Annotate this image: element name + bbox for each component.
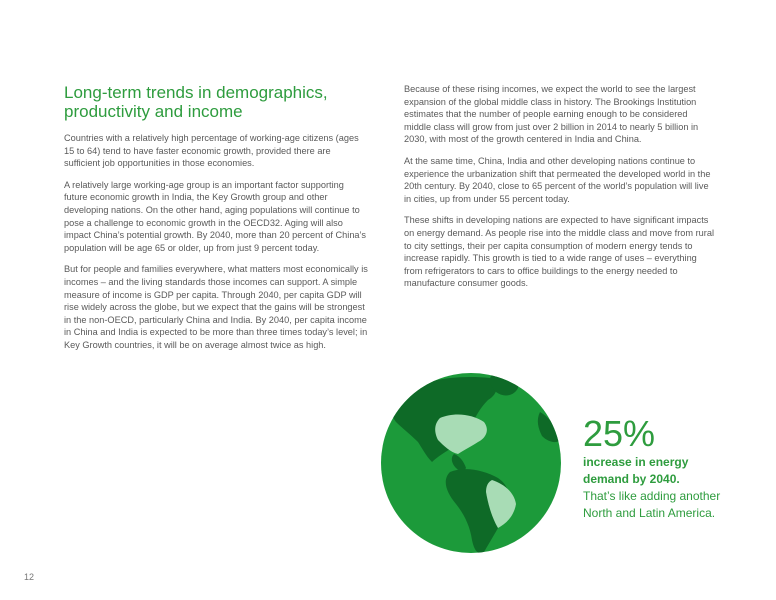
page-number: 12 [24,572,35,582]
stat-line-4: North and Latin America. [583,506,716,520]
paragraph-working-age: Countries with a relatively high percentage of working-age citizens (ages 15 to 64) tend to have faster economic growth, provided there are sufficient job opportunities in those economies. [64,133,359,169]
paragraph-incomes: But for people and families everywhere, what matters most economically is incomes – and the living standards those incomes can support. A simple measure of income is GDP per capita. Through 2040, per capita GDP will rise widely across the globe, but we expect that the gains will be strongest in the non-OECD, particularly China and India. By 2040, per capita income in China and India is expected to be more than three times today’s level; in Key Growth countries, it will be on average almost twice as high. [64,264,368,350]
right-column [404,83,714,299]
stat-value: 25% [583,413,656,454]
stat-line-2: demand by 2040. [583,472,680,486]
paragraph-urbanization: At the same time, China, India and other developing nations continue to experience the urbanization shift that permeated the developed world in the 20th century. By 2040, close to 65 percent of the world’s population will live in cities, up from under 55 percent today. [404,155,711,204]
stat-line-3: That’s like adding another [583,489,721,503]
paragraph-aging: A relatively large working-age group is an important factor supporting future economic growth in India, the Key Growth group and other developing nations. On the other hand, aging populations will continue to pose a challenge to economic growth in the OECD32. Aging will also impact China’s potential growth. By 2040, more than 20 percent of China’s population will be age 65 or older, up from just 9 percent today. [64,179,367,253]
globe-icon [380,372,562,554]
paragraph-middle-class: Because of these rising incomes, we expect the world to see the largest expansion of the global middle class in history. The Brookings Institution estimates that the number of people earning enough to be considered middle class will grow from just over 2 billion in 2014 to nearly 5 billion in 2030, with most of the growth centered in India and China. [404,84,699,145]
paragraph-energy-demand: These shifts in developing nations are expected to have significant impacts on energy demand. As people rise into the middle class and move from rural to city settings, their per capita consumption of modern energy tends to increase rapidly. This growth is tied to a wide range of uses – everything from refrigerators to cars to office buildings to the energy needed to manufacture consumer goods. [404,215,714,289]
section-heading: Long-term trends in demographics, productivity and income [64,83,328,121]
stat-line-1: increase in energy [583,455,689,469]
energy-stat [583,414,753,522]
left-column [64,132,368,361]
